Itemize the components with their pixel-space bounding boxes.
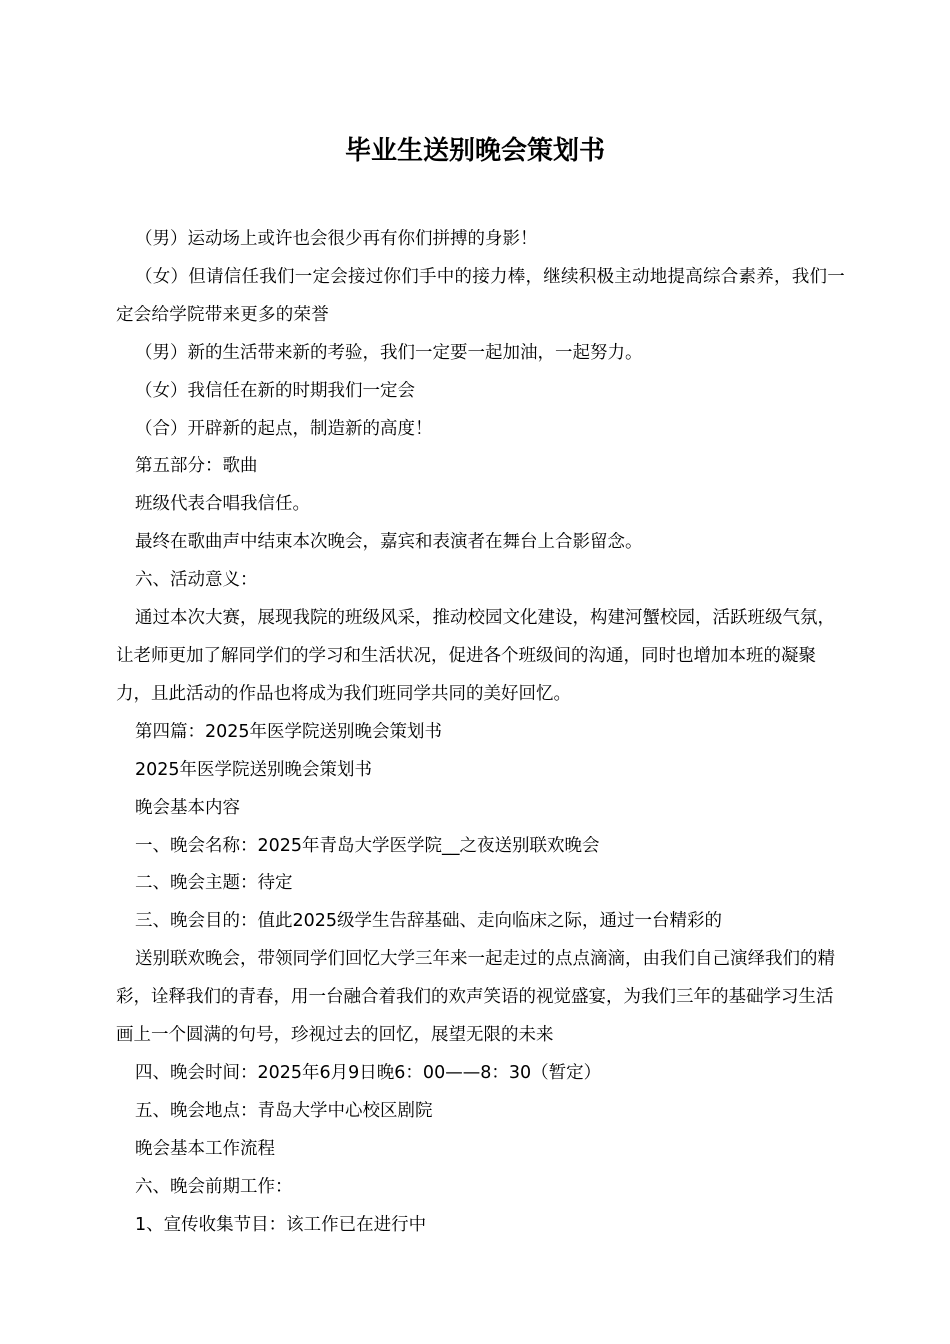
paragraph: 晚会基本工作流程 xyxy=(135,1138,275,1159)
paragraph: （男）新的生活带来新的考验，我们一定要一起加油，一起努力。 xyxy=(135,342,643,363)
paragraph: （合）开辟新的起点，制造新的高度！ xyxy=(135,418,433,439)
document-body xyxy=(116,221,846,1244)
document-title: 毕业生送别晚会策划书 xyxy=(344,136,605,166)
paragraph: 晚会基本内容 xyxy=(135,797,240,818)
paragraph: 六、晚会前期工作： xyxy=(135,1176,293,1197)
paragraph: 通过本次大赛，展现我院的班级风采，推动校园文化建设，构建河蟹校园，活跃班级气氛，让老师更加了解同学们的学习和生活状况，促进各个班级间的沟通，同时也增加本班的凝聚力，且此活动的作品也将成为我们班同学共同的美好回忆。 xyxy=(116,608,835,704)
paragraph: （男）运动场上或许也会很少再有你们拼搏的身影！ xyxy=(135,229,538,249)
paragraph: 一、晚会名称：2025年青岛大学医学院__之夜送别联欢晚会 xyxy=(135,835,600,856)
paragraph: 班级代表合唱我信任。 xyxy=(135,494,310,515)
paragraph: 五、晚会地点：青岛大学中心校区剧院 xyxy=(135,1100,433,1121)
paragraph: 第五部分：歌曲 xyxy=(135,456,258,477)
paragraph: 二、晚会主题：待定 xyxy=(135,873,293,894)
paragraph: 三、晚会目的：值此2025级学生告辞基础、走向临床之际，通过一台精彩的 xyxy=(135,911,723,932)
paragraph: 六、活动意义： xyxy=(135,570,258,591)
paragraph: 四、晚会时间：2025年6月9日晚6：00——8：30（暂定） xyxy=(135,1062,602,1083)
paragraph: （女）但请信任我们一定会接过你们手中的接力棒，继续积极主动地提高综合素养，我们一定会给学院带来更多的荣誉 xyxy=(116,266,845,325)
paragraph: 2025年医学院送别晚会策划书 xyxy=(135,759,373,780)
paragraph: 最终在歌曲声中结束本次晚会，嘉宾和表演者在舞台上合影留念。 xyxy=(135,532,643,553)
paragraph: （女）我信任在新的时期我们一定会 xyxy=(135,380,415,401)
paragraph: 第四篇：2025年医学院送别晚会策划书 xyxy=(135,721,443,742)
paragraph: 1、宣传收集节目：该工作已在进行中 xyxy=(135,1214,427,1235)
paragraph: 送别联欢晚会，带领同学们回忆大学三年来一起走过的点点滴滴，由我们自己演绎我们的精彩，诠释我们的青春，用一台融合着我们的欢声笑语的视觉盛宴，为我们三年的基础学习生活画上一个圆满的句号，珍视过去的回忆，展望无限的未来 xyxy=(116,949,835,1046)
